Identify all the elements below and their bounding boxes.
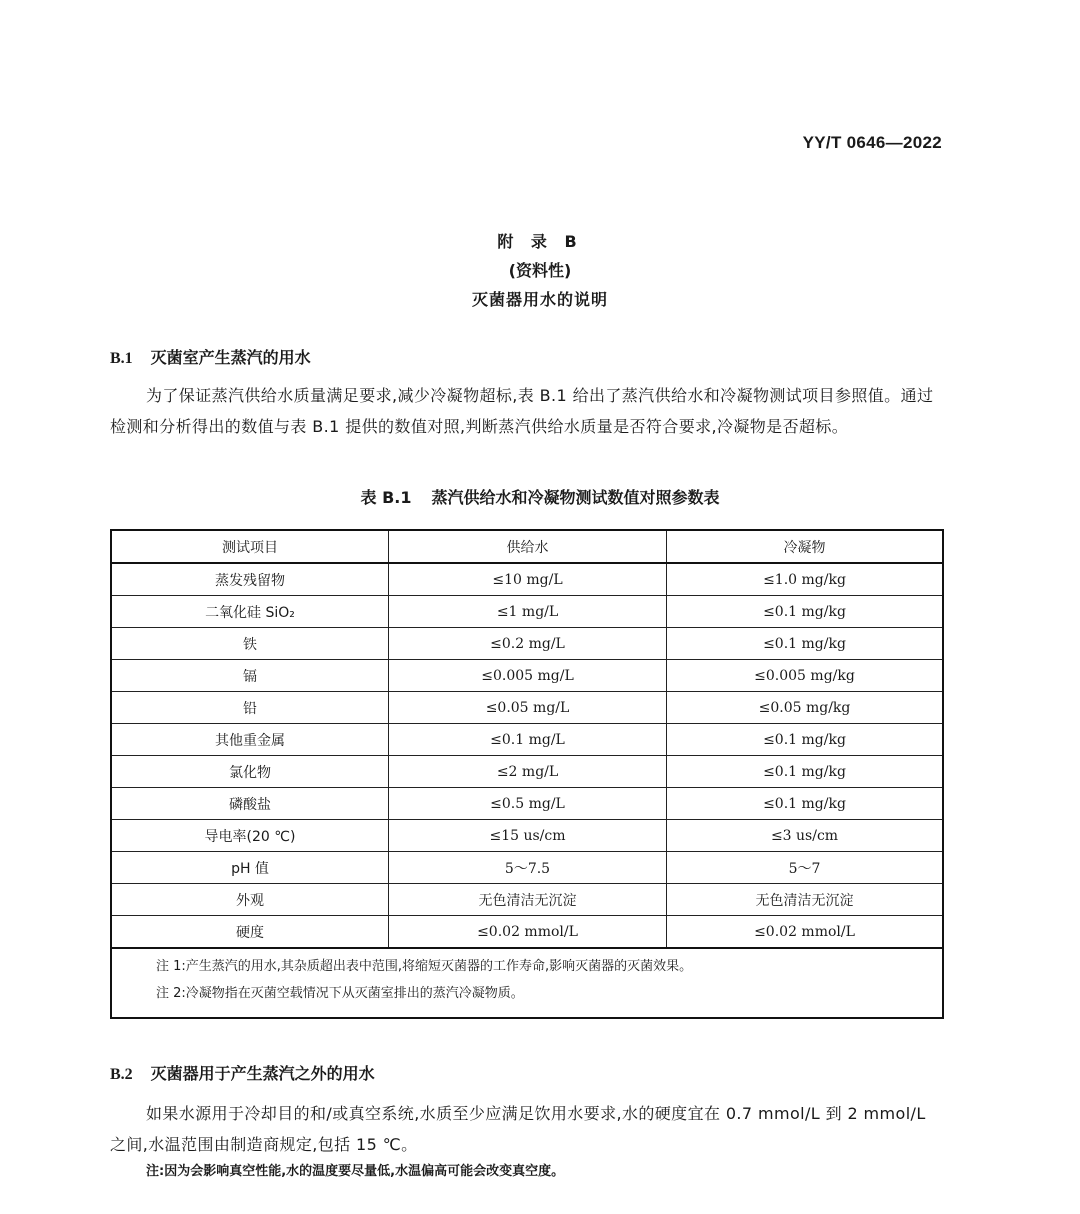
section-b2-footnote: 注:因为会影响真空性能,水的温度要尽量低,水温偏高可能会改变真空度。 [146,1164,565,1179]
cell-condensate: ≤0.1 mg/kg [667,724,944,756]
section-b1-number: B.1 [110,350,133,367]
cell-feed-water: ≤1 mg/L [389,596,667,628]
cell-item: 铁 [111,628,389,660]
cell-condensate: 无色清洁无沉淀 [667,884,944,916]
cell-item: 二氧化硅 SiO₂ [111,596,389,628]
annex-name: 灭菌器用水的说明 [471,290,608,309]
header-condensate: 冷凝物 [667,530,944,563]
cell-item: 铅 [111,692,389,724]
cell-item: 其他重金属 [111,724,389,756]
cell-item: 硬度 [111,916,389,949]
cell-feed-water: ≤2 mg/L [389,756,667,788]
cell-condensate: ≤0.02 mmol/L [667,916,944,949]
table-note-1: 注 1:产生蒸汽的用水,其杂质超出表中范围,将缩短灭菌器的工作寿命,影响灭菌器的灭菌效果。 [156,959,693,974]
annex-kind: (资料性) [508,261,572,280]
table-row [111,788,943,820]
cell-item: 外观 [111,884,389,916]
table-row [111,756,943,788]
cell-condensate: ≤0.1 mg/kg [667,628,944,660]
table-row [111,884,943,916]
cell-condensate: ≤0.1 mg/kg [667,788,944,820]
table-row [111,916,943,949]
cell-condensate: ≤0.1 mg/kg [667,596,944,628]
cell-condensate: ≤1.0 mg/kg [667,563,944,596]
section-b1-paragraph: 为了保证蒸汽供给水质量满足要求,减少冷凝物超标,表 B.1 给出了蒸汽供给水和冷凝物测试项目参照值。通过检测和分析得出的数值与表 B.1 提供的数值对照,判断蒸汽供给水质量是否符合要求,冷凝物是否超标。 [110,386,934,436]
cell-condensate: ≤0.005 mg/kg [667,660,944,692]
cell-item: 蒸发残留物 [111,563,389,596]
section-b1-title: 灭菌室产生蒸汽的用水 [150,348,311,367]
section-b2-title: 灭菌器用于产生蒸汽之外的用水 [150,1064,375,1083]
cell-condensate: 5～7 [667,852,944,884]
cell-feed-water: 5～7.5 [389,852,667,884]
cell-item: pH 值 [111,852,389,884]
header-feed-water: 供给水 [389,530,667,563]
annex-title: 附 录 B [497,232,583,251]
cell-feed-water: ≤0.1 mg/L [389,724,667,756]
table-row [111,563,943,596]
cell-feed-water: 无色清洁无沉淀 [389,884,667,916]
table-notes [111,948,943,1018]
table-row [111,596,943,628]
cell-feed-water: ≤0.2 mg/L [389,628,667,660]
table-row [111,852,943,884]
standard-code: YY/T 0646—2022 [802,133,942,152]
table-note-2: 注 2:冷凝物指在灭菌空载情况下从灭菌室排出的蒸汽冷凝物质。 [156,986,524,1001]
cell-feed-water: ≤0.005 mg/L [389,660,667,692]
table-row [111,692,943,724]
section-b1-heading [110,345,311,368]
cell-item: 导电率(20 ℃) [111,820,389,852]
cell-item: 磷酸盐 [111,788,389,820]
cell-condensate: ≤0.05 mg/kg [667,692,944,724]
cell-feed-water: ≤0.02 mmol/L [389,916,667,949]
table-caption [0,485,1080,508]
section-b2-heading [110,1061,375,1084]
cell-condensate: ≤0.1 mg/kg [667,756,944,788]
cell-item: 氯化物 [111,756,389,788]
section-b2-number: B.2 [110,1066,133,1083]
table-row [111,724,943,756]
table-notes-row [111,948,943,1018]
section-b2-paragraph: 如果水源用于冷却目的和/或真空系统,水质至少应满足饮用水要求,水的硬度宜在 0.7 mmol/L 到 2 mmol/L 之间,水温范围由制造商规定,包括 15 ℃。 [110,1104,926,1154]
cell-feed-water: ≤0.5 mg/L [389,788,667,820]
parameter-table [110,529,944,1019]
cell-feed-water: ≤15 us/cm [389,820,667,852]
cell-feed-water: ≤0.05 mg/L [389,692,667,724]
table-caption-number: 表 B.1 [360,488,412,507]
cell-condensate: ≤3 us/cm [667,820,944,852]
table-row [111,660,943,692]
table-row [111,820,943,852]
table-row [111,628,943,660]
table-caption-title: 蒸汽供给水和冷凝物测试数值对照参数表 [431,488,720,507]
header-test-item: 测试项目 [111,530,389,563]
table-header-row [111,530,943,563]
cell-item: 镉 [111,660,389,692]
cell-feed-water: ≤10 mg/L [389,563,667,596]
